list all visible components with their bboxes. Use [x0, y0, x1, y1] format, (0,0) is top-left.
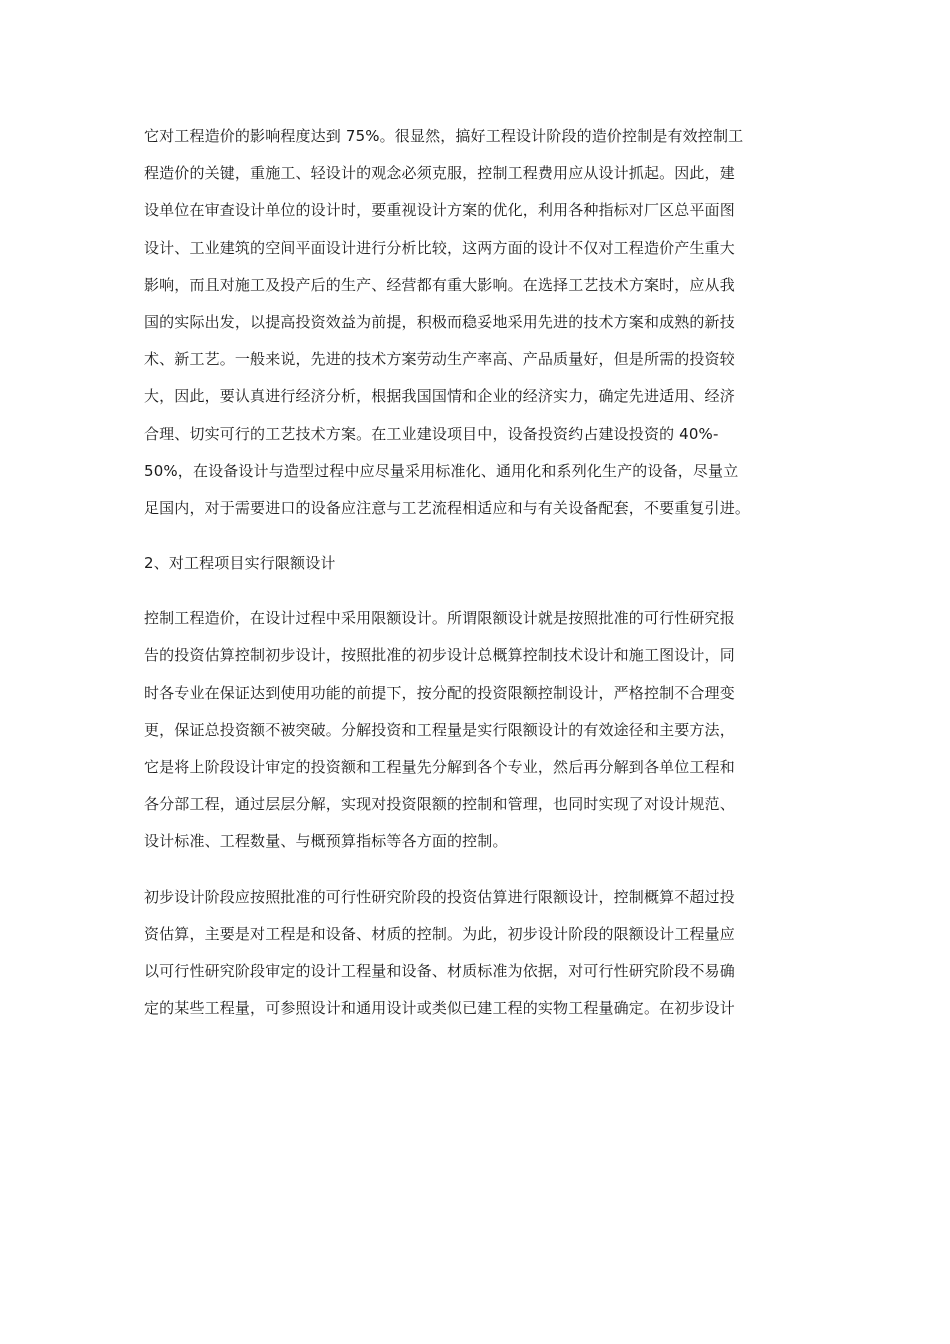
- text-line: 影响，而且对施工及投产后的生产、经营都有重大影响。在选择工艺技术方案时，应从我: [144, 275, 735, 294]
- paragraph-design-stage-cost: [144, 118, 808, 527]
- text-line: 控制工程造价，在设计过程中采用限额设计。所谓限额设计就是按照批准的可行性研究报: [144, 609, 735, 628]
- paragraph-spacer: [144, 527, 808, 545]
- text-line: 它是将上阶段设计审定的投资额和工程量先分解到各个专业，然后再分解到各单位工程和: [144, 758, 735, 776]
- text-line: 各分部工程，通过层层分解，实现对投资限额的控制和管理，也同时实现了对设计规范、: [144, 795, 735, 814]
- text-line: 大，因此，要认真进行经济分析，根据我国国情和企业的经济实力，确定先进适用、经济: [144, 387, 735, 406]
- text-line: 设单位在审查设计单位的设计时，要重视设计方案的优化，利用各种指标对厂区总平面图: [144, 201, 735, 220]
- paragraph-limit-design: [144, 600, 808, 860]
- text-line: 术、新工艺。一般来说，先进的技术方案劳动生产率高、产品质量好，但是所需的投资较: [144, 350, 735, 369]
- text-line: 初步设计阶段应按照批准的可行性研究阶段的投资估算进行限额设计，控制概算不超过投: [144, 887, 735, 906]
- text-line: 它对工程造价的影响程度达到 75%。很显然，搞好工程设计阶段的造价控制是有效控制工: [144, 127, 744, 145]
- text-line: 合理、切实可行的工艺技术方案。在工业建设项目中，设备投资约占建设投资的 40%-: [144, 424, 719, 443]
- text-line: 更，保证总投资额不被突破。分解投资和工程量是实行限额设计的有效途径和主要方法，: [144, 720, 735, 739]
- text-line: 国的实际出发，以提高投资效益为前提，积极而稳妥地采用先进的技术方案和成熟的新技: [144, 312, 735, 331]
- paragraph-spacer: [144, 861, 808, 879]
- document-body: [144, 118, 808, 1027]
- text-line: 设计标准、工程数量、与概预算指标等各方面的控制。: [144, 832, 508, 851]
- text-line: 时各专业在保证达到使用功能的前提下，按分配的投资限额控制设计，严格控制不合理变: [144, 683, 735, 702]
- text-line: 定的某些工程量，可参照设计和通用设计或类似已建工程的实物工程量确定。在初步设计: [144, 999, 735, 1018]
- text-line: 告的投资估算控制初步设计，按照批准的初步设计总概算控制技术设计和施工图设计，同: [144, 646, 735, 665]
- heading-text: 2、对工程项目实行限额设计: [144, 554, 336, 573]
- paragraph-spacer: [144, 582, 808, 600]
- section-heading: [144, 545, 808, 582]
- text-line: 以可行性研究阶段审定的设计工程量和设备、材质标准为依据，对可行性研究阶段不易确: [144, 961, 735, 980]
- text-line: 足国内，对于需要进口的设备应注意与工艺流程相适应和与有关设备配套，不要重复引进。: [144, 498, 751, 517]
- text-line: 资估算，主要是对工程是和设备、材质的控制。为此，初步设计阶段的限额设计工程量应: [144, 924, 735, 943]
- text-line: 设计、工业建筑的空间平面设计进行分析比较，这两方面的设计不仅对工程造价产生重大: [144, 238, 735, 257]
- text-line: 50%，在设备设计与造型过程中应尽量采用标准化、通用化和系列化生产的设备，尽量立: [144, 461, 739, 480]
- text-line: 程造价的关键，重施工、轻设计的观念必须克服，控制工程费用应从设计抓起。因此，建: [144, 164, 735, 183]
- paragraph-preliminary-design: [144, 879, 808, 1028]
